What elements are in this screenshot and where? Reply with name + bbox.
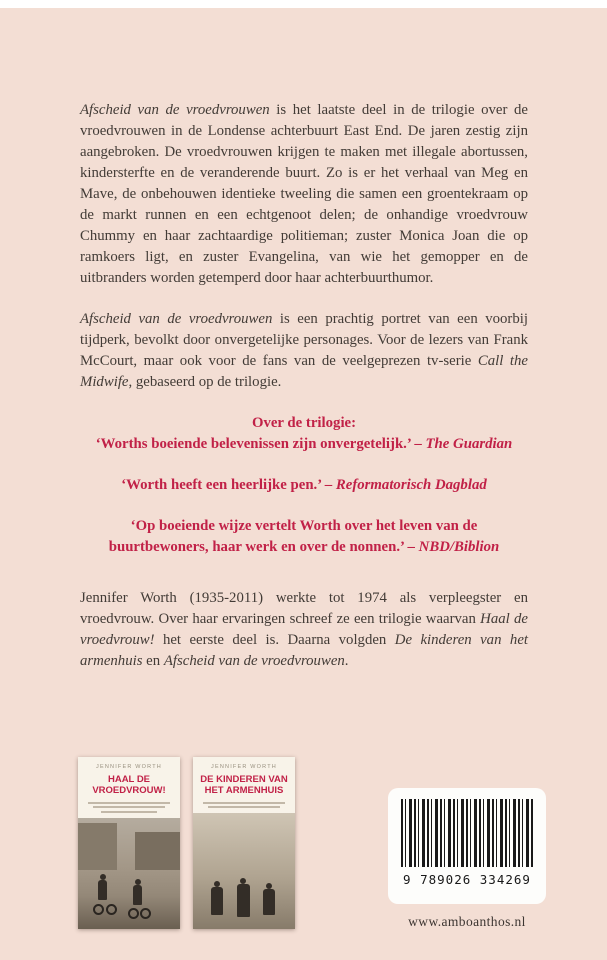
thumbnail-author-name: JENNIFER WORTH — [96, 764, 162, 770]
cyclist-figure — [133, 885, 142, 905]
back-cover-text-column — [80, 100, 528, 692]
thumbnail-title: HAAL DE VROEDVROUW! — [92, 774, 166, 797]
press-quote-reformatorisch-dagblad: ‘Worth heeft een heerlijke pen.’ – Reformatorisch Dagblad — [121, 477, 487, 493]
thumbnail-title: DE KINDEREN VAN HET ARMENHUIS — [200, 774, 288, 797]
author-bio: Jennifer Worth (1935-2011) werkte tot 1974 als verpleegster en vroedvrouw. Over haar ervaringen schreef ze een trilogie waarvan Haal de vroedvrouw! het eerste deel is. Daarna volgden De kinderen van het armenhuis en Afscheid van de vroedvrouwen. — [80, 590, 528, 669]
child-figure — [211, 887, 223, 915]
synopsis-paragraph-1: Afscheid van de vroedvrouwen is het laatste deel in de trilogie over de vroedvrouwen in de Londense achterbuurt East End. De jaren zestig zijn aangebroken. De vroedvrouwen krijgen te maken met illegale abortussen, kindersterfte en de veranderende buurt. Zo is er het verhaal van Meg en Mave, de onbehouwen identieke tweeling die samen een groentekraam op de markt runnen en een echtgenoot delen; de onhandige vroedvrouw Chummy en haar zachtaardige politieman; zuster Monica Joan die op ramkoers ligt, en zuster Evangelina, van wie het gemopper en de uitbranders worden getemperd door haar achterbuurthumor. — [80, 102, 528, 286]
thumbnail-tagline-lines — [203, 802, 285, 809]
barcode-bars — [401, 799, 533, 867]
bicycle-wheel — [106, 904, 117, 915]
press-quotes-heading: Over de trilogie: — [251, 415, 357, 431]
child-figure — [237, 884, 250, 917]
barcode-area — [388, 788, 546, 930]
press-quote-nbd-biblion: ‘Op boeiende wijze vertelt Worth over het leven van de buurtbewoners, haar werk en over de nonnen.’ – NBD/Biblion — [108, 518, 500, 555]
building-silhouette — [78, 823, 117, 870]
thumbnail-author-name: JENNIFER WORTH — [211, 764, 277, 770]
barcode-number: 9 789026 334269 — [403, 872, 531, 887]
cyclist-figure — [98, 880, 107, 900]
thumbnail-photo-children-walking — [193, 813, 295, 929]
bicycle-wheel — [140, 908, 151, 919]
building-silhouette — [135, 832, 180, 870]
thumbnail-photo-nurses-on-bicycles — [78, 818, 180, 929]
bicycle-wheel — [128, 908, 139, 919]
thumbnail-tagline-lines — [88, 802, 170, 813]
synopsis-paragraph-2: Afscheid van de vroedvrouwen is een prachtig portret van een voorbij tijdperk, bevolkt door onvergetelijke personages. Voor de lezers van Frank McCourt, maar ook voor de fans van de veelgeprezen tv-serie Call the Midwife, gebaseerd op de trilogie. — [80, 311, 528, 390]
bicycle-wheel — [93, 904, 104, 915]
top-edge-strip — [0, 0, 607, 8]
book-thumbnail-de-kinderen-van-het-armenhuis — [193, 757, 295, 929]
barcode — [388, 788, 546, 904]
press-quote-the-guardian: ‘Worths boeiende belevenissen zijn onvergetelijk.’ – The Guardian — [95, 436, 513, 452]
press-quotes-section — [80, 413, 528, 558]
other-books-thumbnails — [78, 757, 295, 929]
child-figure — [263, 889, 275, 915]
publisher-website: www.amboanthos.nl — [408, 914, 526, 929]
book-thumbnail-haal-de-vroedvrouw — [78, 757, 180, 929]
